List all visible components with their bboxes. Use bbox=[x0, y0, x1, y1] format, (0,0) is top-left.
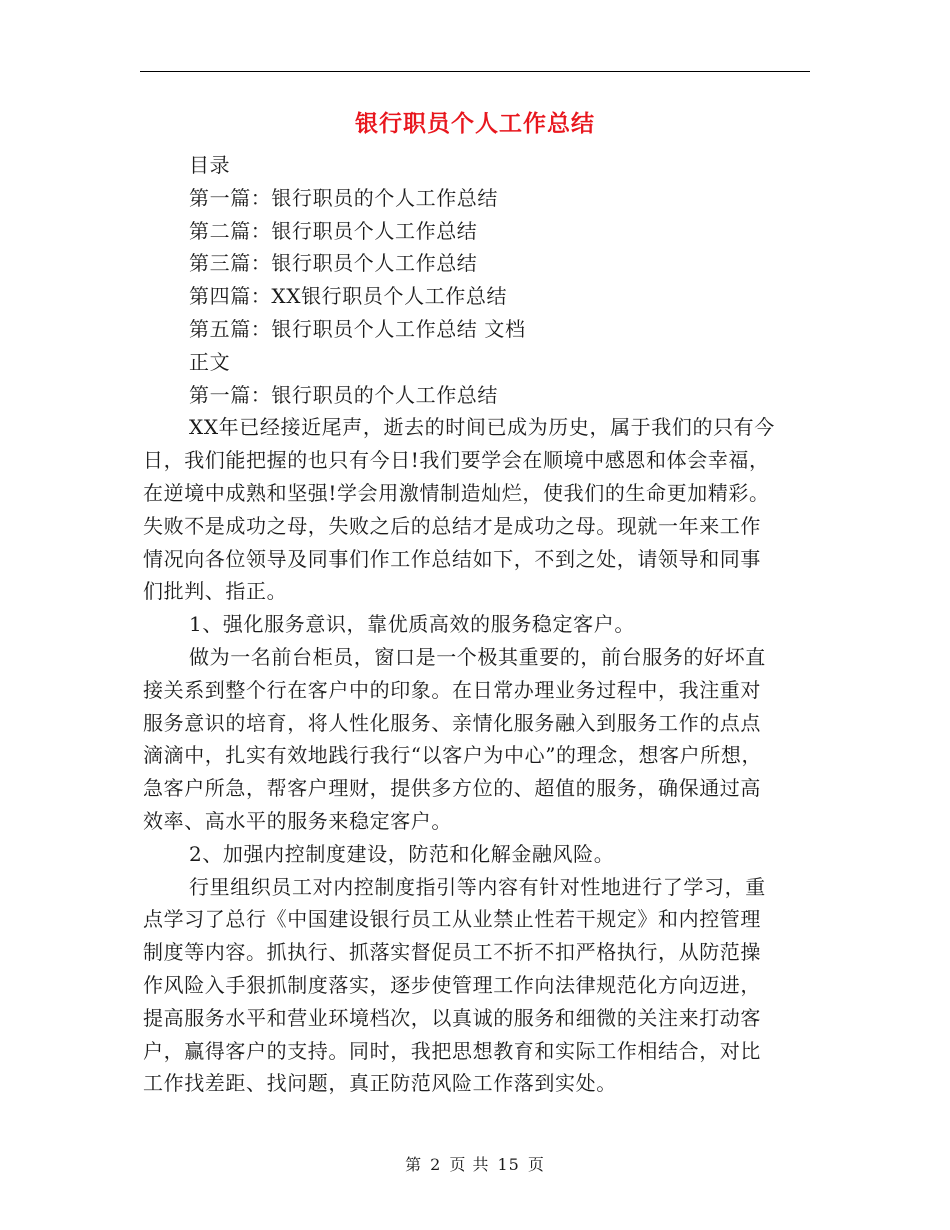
text-line: 接关系到整个行在客户中的印象。在日常办理业务过程中，我注重对 bbox=[143, 677, 761, 702]
text-line: 们批判、指正。 bbox=[143, 579, 288, 604]
text-line: 做为一名前台柜员，窗口是一个极其重要的，前台服务的好坏直 bbox=[189, 644, 766, 669]
footer-suffix: 页 bbox=[527, 1155, 545, 1174]
text-line: 1、强化服务意识，靠优质高效的服务稳定客户。 bbox=[189, 612, 635, 637]
text-line: 失败不是成功之母，失败之后的总结才是成功之母。现就一年来工作 bbox=[143, 513, 761, 538]
text-line: 提高服务水平和营业环境档次，以真诚的服务和细微的关注来打动客 bbox=[143, 1005, 761, 1030]
footer-page-number: 2 bbox=[430, 1155, 442, 1174]
text-line: 行里组织员工对内控制度指引等内容有针对性地进行了学习，重 bbox=[189, 874, 766, 899]
text-line: 滴滴中，扎实有效地践行我行“以客户为中心”的理念，想客户所想， bbox=[143, 743, 763, 768]
text-line: 第二篇：银行职员个人工作总结 bbox=[189, 218, 478, 243]
document-body bbox=[143, 149, 805, 1100]
footer-prefix: 第 bbox=[405, 1155, 423, 1174]
text-line: 制度等内容。抓执行、抓落实督促员工不折不扣严格执行，从防范操 bbox=[143, 940, 761, 965]
page-footer bbox=[0, 1153, 950, 1177]
text-line: 服务意识的培育，将人性化服务、亲情化服务融入到服务工作的点点 bbox=[143, 710, 761, 735]
text-line: 户，赢得客户的支持。同时，我把思想教育和实际工作相结合，对比 bbox=[143, 1038, 761, 1063]
text-line: 2、加强内控制度建设，防范和化解金融风险。 bbox=[189, 841, 615, 866]
text-line: 正文 bbox=[189, 349, 231, 374]
text-line: 第三篇：银行职员个人工作总结 bbox=[189, 251, 478, 276]
text-line: 急客户所急，帮客户理财，提供多方位的、超值的服务，确保通过高 bbox=[143, 776, 761, 801]
text-line: 在逆境中成熟和坚强!学会用激情制造灿烂，使我们的生命更加精彩。 bbox=[143, 480, 770, 505]
text-line: 第一篇：银行职员的个人工作总结 bbox=[189, 382, 498, 407]
text-line: 点学习了总行《中国建设银行员工从业禁止性若干规定》和内控管理 bbox=[143, 907, 761, 932]
text-line: 情况向各位领导及同事们作工作总结如下，不到之处，请领导和同事 bbox=[143, 546, 761, 571]
header-rule bbox=[140, 71, 810, 72]
footer-total-pages: 15 bbox=[497, 1155, 520, 1174]
footer-middle: 页 共 bbox=[449, 1155, 490, 1174]
text-line: 效率、高水平的服务来稳定客户。 bbox=[143, 808, 452, 833]
text-line: 工作找差距、找问题，真正防范风险工作落到实处。 bbox=[143, 1071, 617, 1096]
text-line: 作风险入手狠抓制度落实，逐步使管理工作向法律规范化方向迈进， bbox=[143, 972, 761, 997]
text-line: XX年已经接近尾声，逝去的时间已成为历史，属于我们的只有今 bbox=[189, 415, 775, 440]
text-line: 第五篇：银行职员个人工作总结 文档 bbox=[189, 316, 526, 341]
text-line: 日，我们能把握的也只有今日!我们要学会在顺境中感恩和体会幸福， bbox=[143, 448, 770, 473]
text-line: 第四篇：XX银行职员个人工作总结 bbox=[189, 284, 508, 309]
text-line: 目录 bbox=[189, 153, 231, 177]
document-title: 银行职员个人工作总结 bbox=[355, 111, 595, 137]
text-line: 第一篇：银行职员的个人工作总结 bbox=[189, 185, 498, 210]
